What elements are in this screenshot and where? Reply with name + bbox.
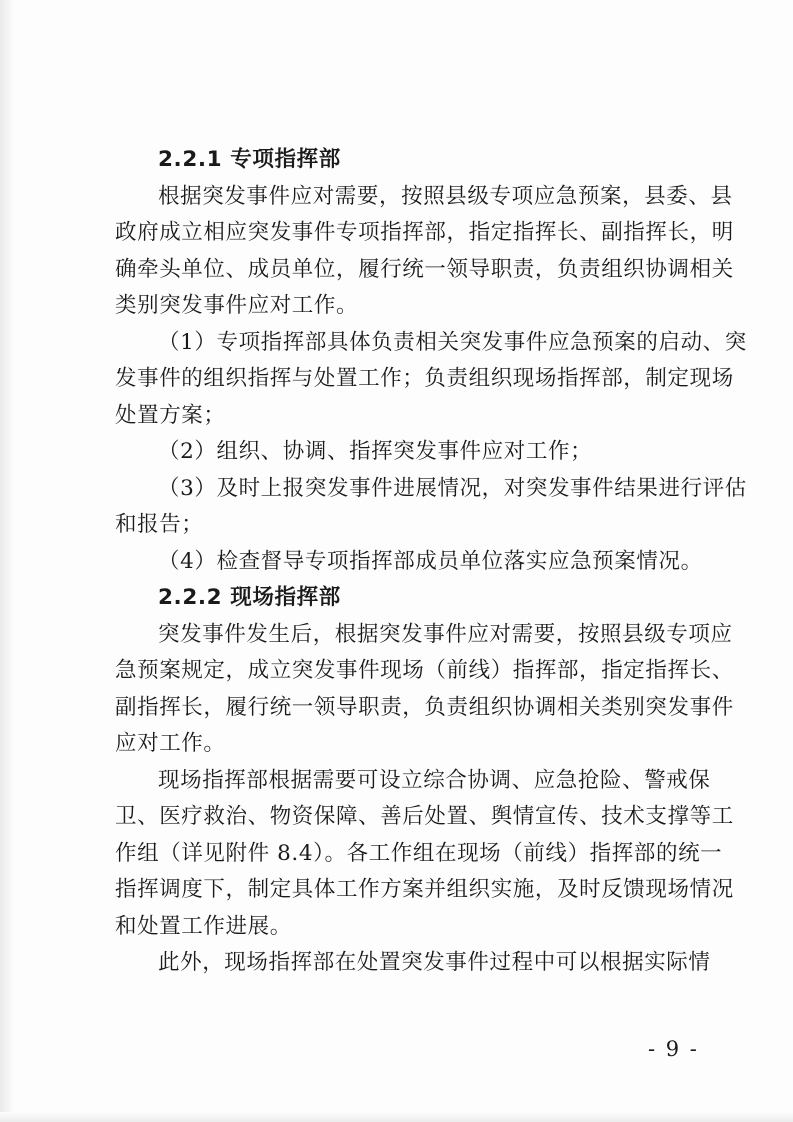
- paragraph-line: 作组（详见附件 8.4）。各工作组在现场（前线）指挥部的统一: [115, 840, 723, 866]
- paragraph-line: 根据突发事件应对需要，按照县级专项应急预案，县委、县: [158, 183, 733, 209]
- paragraph-line: 类别突发事件应对工作。: [115, 293, 359, 318]
- paragraph-line: 确牵头单位、成员单位，履行统一领导职责，负责组织协调相关: [115, 256, 734, 282]
- paragraph-line: 和处置工作进展。: [115, 913, 292, 939]
- section-heading-2-2-1: 2.2.1 专项指挥部: [158, 147, 341, 172]
- paragraph-line: 卫、医疗救治、物资保障、善后处置、舆情宣传、技术支撑等工: [115, 804, 734, 829]
- document-body: [115, 142, 747, 982]
- scan-edge-left: [0, 0, 14, 1122]
- paragraph-line: 副指挥长，履行统一领导职责，负责组织协调相关类别突发事件: [115, 694, 734, 720]
- paragraph-line: 急预案规定，成立突发事件现场（前线）指挥部，指定指挥长、: [115, 658, 734, 683]
- list-item-1: （1）专项指挥部具体负责相关突发事件应急预案的启动、突: [158, 329, 747, 355]
- paragraph-line: 应对工作。: [115, 731, 226, 756]
- paragraph-line: 处置方案；: [115, 402, 226, 428]
- paragraph-line: 突发事件发生后，根据突发事件应对需要，按照县级专项应: [158, 621, 733, 647]
- section-heading-2-2-2: 2.2.2 现场指挥部: [158, 585, 341, 610]
- paragraph-line: 此外，现场指挥部在处置突发事件过程中可以根据实际情: [158, 950, 711, 975]
- paragraph-line: 和报告；: [115, 512, 204, 537]
- scan-edge-bottom: [0, 1112, 793, 1122]
- paragraph-line: 指挥调度下，制定具体工作方案并组织实施，及时反馈现场情况: [115, 877, 734, 902]
- list-item-4: （4）检查督导专项指挥部成员单位落实应急预案情况。: [158, 548, 703, 574]
- paragraph-line: 现场指挥部根据需要可设立综合协调、应急抢险、警戒保: [158, 767, 711, 793]
- list-item-3: （3）及时上报突发事件进展情况，对突发事件结果进行评估: [158, 475, 747, 501]
- page-number: - 9 -: [648, 1037, 699, 1061]
- paragraph-line: 发事件的组织指挥与处置工作；负责组织现场指挥部，制定现场: [115, 366, 734, 391]
- list-item-2: （2）组织、协调、指挥突发事件应对工作；: [158, 439, 593, 464]
- paragraph-line: 政府成立相应突发事件专项指挥部，指定指挥长、副指挥长，明: [115, 220, 734, 245]
